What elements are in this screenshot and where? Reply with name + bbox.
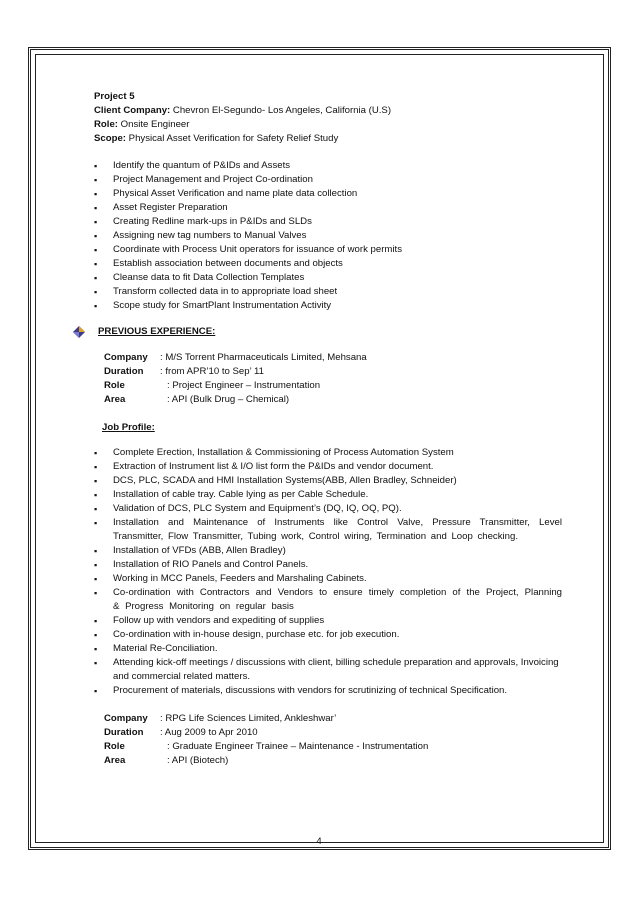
previous-experience-heading <box>72 325 562 339</box>
company-label: Company <box>104 352 148 363</box>
scope-row <box>94 132 562 146</box>
list-item: ▪ Identify the quantum of P&IDs and Assets <box>94 159 562 173</box>
list-item: ▪ DCS, PLC, SCADA and HMI Installation Systems(ABB, Allen Bradley, Schneider) <box>94 474 562 488</box>
role-label-2: Role <box>104 741 125 752</box>
list-item: ▪ Assigning new tag numbers to Manual Valves <box>94 229 562 243</box>
duration-value-2: : Aug 2009 to Apr 2010 <box>160 727 258 738</box>
list-item: ▪ Installation of cable tray. Cable lying as per Cable Schedule. <box>94 488 562 502</box>
role-value-prev: : Project Engineer – Instrumentation <box>167 380 321 391</box>
list-item: ▪ Project Management and Project Co-ordination <box>94 173 562 187</box>
area-value: : API (Bulk Drug – Chemical) <box>167 394 290 405</box>
role-value-2: : Graduate Engineer Trainee – Maintenance - Instrumentation <box>167 741 429 752</box>
list-item: ▪ Co-ordination with Contractors and Vendors to ensure timely completion of the Project, Planning & Progress Monitoring on regular basis <box>94 586 562 614</box>
area-label: Area <box>104 394 126 405</box>
list-item: ▪ Attending kick-off meetings / discussions with client, billing schedule preparation and approvals, Invoicing and commercial related matters. <box>94 656 562 684</box>
list-item: ▪ Follow up with vendors and expediting of supplies <box>94 614 562 628</box>
client-company-label: Client Company: <box>94 105 171 116</box>
list-item: ▪ Complete Erection, Installation & Commissioning of Process Automation System <box>94 446 562 460</box>
list-item: ▪ Installation of VFDs (ABB, Allen Bradley) <box>94 544 562 558</box>
list-item: ▪ Installation of RIO Panels and Control Panels. <box>94 558 562 572</box>
area-label-2: Area <box>104 755 126 766</box>
list-item: ▪ Working in MCC Panels, Feeders and Marshaling Cabinets. <box>94 572 562 586</box>
list-item: ▪ Coordinate with Process Unit operators for issuance of work permits <box>94 243 562 257</box>
job-profile-label: Job Profile: <box>102 422 155 433</box>
list-item: ▪ Co-ordination with in-house design, purchase etc. for job execution. <box>94 628 562 642</box>
area-row-2 <box>104 754 562 768</box>
company-row-2 <box>104 712 562 726</box>
list-item: ▪ Establish association between documents and objects <box>94 257 562 271</box>
list-item: ▪ Cleanse data to fit Data Collection Templates <box>94 271 562 285</box>
project-title: Project 5 <box>94 91 135 102</box>
list-item: ▪ Installation and Maintenance of Instruments like Control Valve, Pressure Transmitter, Level Transmitter, Flow Transmitter, Tubing work, Control wiring, Termination and Loop checking. <box>94 516 562 544</box>
client-company-value: Chevron El-Segundo- Los Angeles, California (U.S) <box>172 105 392 116</box>
role-label-prev: Role <box>104 380 125 391</box>
client-company-row <box>94 104 562 118</box>
area-row <box>104 393 562 407</box>
scope-label: Scope: <box>94 133 126 144</box>
company-value: : M/S Torrent Pharmaceuticals Limited, Mehsana <box>160 352 367 363</box>
list-item: ▪ Validation of DCS, PLC System and Equipment’s (DQ, IQ, OQ, PQ). <box>94 502 562 516</box>
page-number: 4 <box>316 836 322 847</box>
scope-value: Physical Asset Verification for Safety Relief Study <box>128 133 339 144</box>
duration-label: Duration <box>104 366 144 377</box>
duration-row <box>104 365 562 379</box>
list-item: ▪ Creating Redline mark-ups in P&IDs and SLDs <box>94 215 562 229</box>
list-item: ▪ Physical Asset Verification and name plate data collection <box>94 187 562 201</box>
role-row-2 <box>104 740 562 754</box>
company-label-2: Company <box>104 713 148 724</box>
previous-experience-title: PREVIOUS EXPERIENCE: <box>98 326 216 337</box>
list-item: ▪ Scope study for SmartPlant Instrumentation Activity <box>94 299 562 313</box>
duration-label-2: Duration <box>104 727 144 738</box>
list-item: ▪ Asset Register Preparation <box>94 201 562 215</box>
job-profile-list <box>94 446 562 698</box>
duration-value: : from APR’10 to Sep’ 11 <box>160 366 264 377</box>
company-row <box>104 351 562 365</box>
list-item: ▪ Procurement of materials, discussions with vendors for scrutinizing of technical Specification. <box>94 684 562 698</box>
resume-content <box>94 90 562 768</box>
role-row-prev <box>104 379 562 393</box>
role-value: Onsite Engineer <box>120 119 190 130</box>
duration-row-2 <box>104 726 562 740</box>
list-item: ▪ Transform collected data in to appropriate load sheet <box>94 285 562 299</box>
diamond-bullet-icon <box>72 325 86 339</box>
role-label: Role: <box>94 119 118 130</box>
list-item: ▪ Material Re-Conciliation. <box>94 642 562 656</box>
area-value-2: : API (Biotech) <box>167 755 229 766</box>
project-task-list <box>94 159 562 313</box>
list-item: ▪ Extraction of Instrument list & I/O list form the P&IDs and vendor document. <box>94 460 562 474</box>
company-value-2: : RPG Life Sciences Limited, Ankleshwar’ <box>160 713 337 724</box>
role-row <box>94 118 562 132</box>
